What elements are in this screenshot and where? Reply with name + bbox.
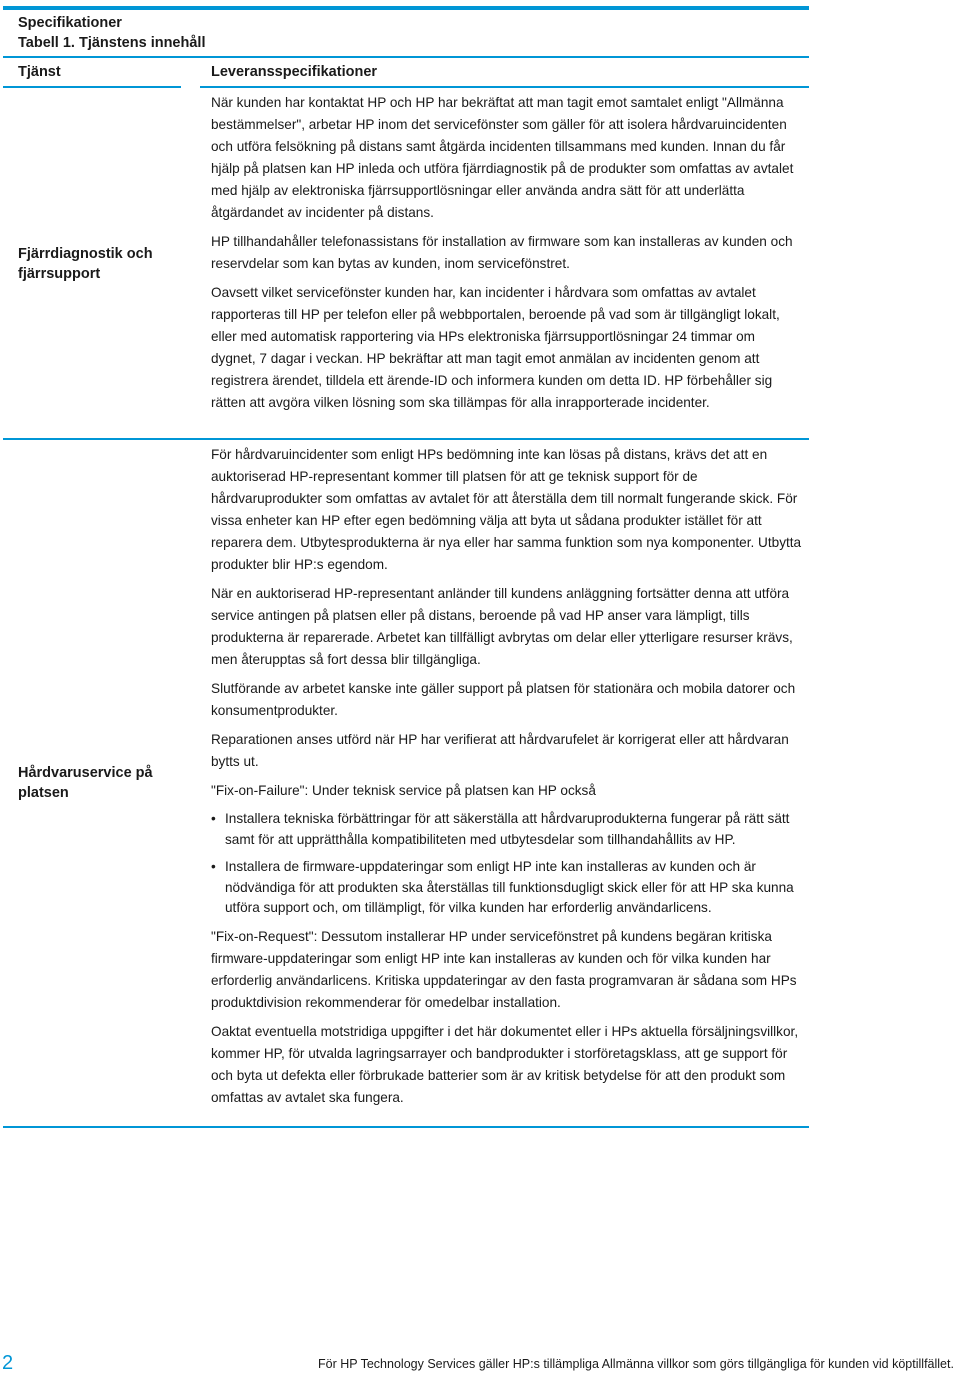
- column-header-delivery: Leveransspecifikationer: [211, 64, 378, 80]
- paragraph: Oaktat eventuella motstridiga uppgifter i det här dokumentet eller i HPs aktuella försäljningsvillkor, kommer HP, för utvalda lagringsarrayer och bandprodukter i storföretagsklass, att ge support för och byta ut defekta eller förbrukade batterier som är av kritisk betydelse för att den produkt som omfattas av avtalet ska fungera.: [211, 1023, 799, 1105]
- top-accent-bar: [3, 6, 809, 10]
- list-item: • Installera tekniska förbättringar för att säkerställa att hårdvaruprodukterna fungerar på rätt sätt samt för att upprätthålla kompatibiliteten med utbytesdelar som tillhandahållits av HP.: [211, 809, 803, 850]
- header-rule-service: [3, 86, 181, 88]
- page-number: 2: [2, 1352, 14, 1374]
- footer-note: För HP Technology Services gäller HP:s tillämpliga Allmänna villkor som görs tillgängliga för kunden vid köptillfället.: [318, 1357, 954, 1371]
- delivery-cell-remote-support: [211, 92, 803, 421]
- paragraph: Reparationen anses utförd när HP har verifierat att hårdvarufelet är korrigerat eller att hårdvaran bytts ut.: [211, 732, 789, 769]
- service-name-remote-support: Fjärrdiagnostik och fjärrsupport: [18, 246, 153, 282]
- paragraph: När en auktoriserad HP-representant anländer till kundens anläggning fortsätter denna att utföra service antingen på platsen eller på distans, beroende på vad HP anser vara lämpligt, tills produkterna är reparerade. Arbetet kan tillfälligt avbrytas om delar eller ytterligare resurser krävs, men återupptas så fort dessa blir tillgängliga.: [211, 586, 793, 667]
- paragraph: För hårdvaruincidenter som enligt HPs bedömning inte kan lösas på distans, krävs det att en auktoriserad HP-representant kommer till platsen för att ge teknisk support för de hårdvaruprodukter som omfattas av avtalet för att återställa dem till normalt fungerande skick. För vissa enheter kan HP efter egen bedömning välja att byta ut sådana produkter istället för att reparera dem. Utbytesprodukterna är nya eller har samma funktion som nya komponenter. Utbytta produkter blir HP:s egendom.: [211, 447, 802, 572]
- table-caption: Tabell 1. Tjänstens innehåll: [18, 35, 206, 51]
- paragraph: När kunden har kontaktat HP och HP har bekräftat att man tagit emot samtalet enligt "Allmänna bestämmelser", arbetar HP inom det servicefönster som gäller för att isolera hårdvaruincidenten och utföra felsökning på distans samt åtgärda incidenten tillsammans med kunden. Innan du får hjälp på platsen kan HP inleda och utföra fjärrdiagnostik på de produkter som omfattas av avtalet med hjälp av elektroniska fjärrsupportlösningar eller använda andra sätt för att underlätta åtgärdandet av incidenter på distans.: [211, 95, 794, 220]
- header-rule-delivery: [200, 86, 809, 88]
- column-header-service: Tjänst: [18, 64, 61, 80]
- paragraph: HP tillhandahåller telefonassistans för installation av firmware som kan installeras av kunden och reservdelar som kan bytas av kunden, inom servicefönstret.: [211, 234, 793, 271]
- paragraph: "Fix-on-Request": Dessutom installerar HP under servicefönstret på kundens begäran kritiska firmware-uppdateringar som enligt HP inte kan installeras av kunden och för vilka kunden har erforderlig användarlicens. Kritiska uppdateringar av den fasta programvaran är sådana som HPs produktdivision rekommenderar för omedelbar installation.: [211, 928, 797, 1010]
- delivery-cell-onsite-hardware: [211, 444, 803, 1116]
- service-name-onsite-hardware: Hårdvaruservice på platsen: [18, 765, 153, 801]
- table-top-rule: [3, 56, 809, 58]
- table-bottom-rule: [3, 1126, 809, 1128]
- paragraph: Slutförande av arbetet kanske inte gäller support på platsen för stationära och mobila datorer och konsumentprodukter.: [211, 681, 796, 718]
- bullet-list: [211, 809, 803, 919]
- section-title: Specifikationer: [18, 15, 122, 31]
- list-item: • Installera de firmware-uppdateringar som enligt HP inte kan installeras av kunden och är nödvändiga för att produkten ska återställas till funktionsdugligt skick eller för att HP ska kunna utföra support och, om tillämpligt, för vilka kunden har erforderlig användarlicens.: [211, 857, 803, 919]
- paragraph: "Fix-on-Failure": Under teknisk service på platsen kan HP också: [211, 783, 596, 798]
- document-heading: [18, 13, 205, 53]
- row-separator: [3, 438, 809, 440]
- paragraph: Oavsett vilket servicefönster kunden har, kan incidenter i hårdvara som omfattas av avtalet rapporteras till HP per telefon eller på webbportalen, beroende på vad som är tillgängligt lokalt, eller med automatisk rapportering via HPs elektroniska fjärrsupportlösningar 24 timmar om dygnet, 7 dagar i veckan. HP bekräftar att man tagit emot anmälan av incidenten genom att registrera ärendet, tilldela ett ärende-ID och informera kunden om detta ID. HP förbehåller sig rätten att avgöra vilken lösning som ska tillämpas för alla inrapporterade incidenter.: [211, 285, 780, 410]
